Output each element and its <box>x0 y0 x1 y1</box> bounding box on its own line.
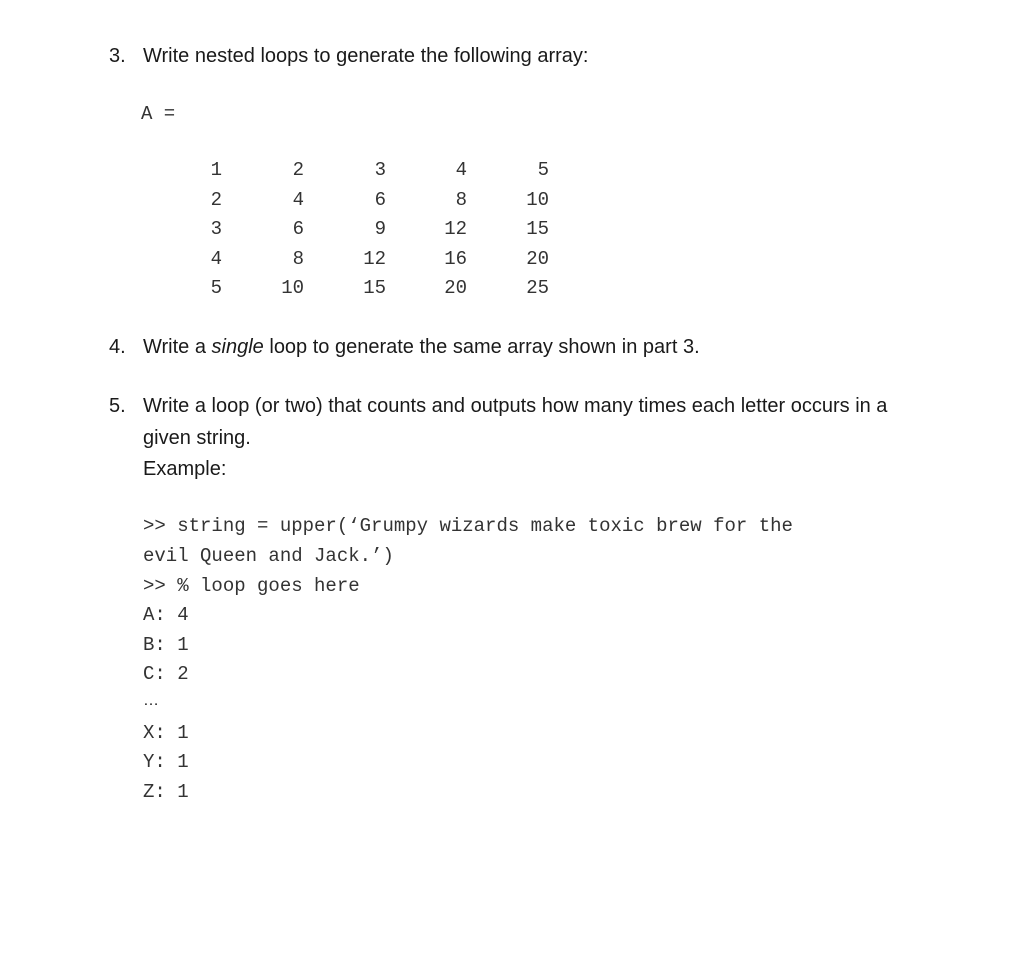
output-line-z: Z: 1 <box>143 781 189 803</box>
matrix-cell: 10 <box>281 277 304 299</box>
matrix-cell: 4 <box>210 248 222 270</box>
output-line-c: C: 2 <box>143 663 189 685</box>
question-4-text <box>143 336 700 359</box>
matrix-cell: 12 <box>363 248 386 270</box>
matrix-cell: 9 <box>374 218 386 240</box>
matrix-cell: 25 <box>526 277 549 299</box>
example-label: Example: <box>143 458 227 480</box>
matrix-cell: 2 <box>210 189 222 211</box>
matrix-cell: 6 <box>292 218 304 240</box>
matrix-cell: 2 <box>292 159 304 181</box>
question-5-number: 5. <box>109 395 126 417</box>
matrix-cell: 15 <box>526 218 549 240</box>
output-line-a: A: 4 <box>143 604 189 626</box>
matrix-variable-label: A = <box>141 103 176 125</box>
question-4-emphasis: single <box>211 336 264 358</box>
matrix-cell: 20 <box>444 277 467 299</box>
matrix-cell: 1 <box>210 159 222 181</box>
matrix-cell: 15 <box>363 277 386 299</box>
matrix-cell: 12 <box>444 218 467 240</box>
matrix-cell: 5 <box>210 277 222 299</box>
question-3-number: 3. <box>109 45 126 67</box>
code-line-2: evil Queen and Jack.’) <box>143 545 394 567</box>
matrix-cell: 8 <box>455 189 467 211</box>
matrix-cell: 4 <box>292 189 304 211</box>
matrix-output <box>0 0 1024 300</box>
output-line-b: B: 1 <box>143 634 189 656</box>
matrix-cell: 10 <box>526 189 549 211</box>
matrix-cell: 5 <box>537 159 549 181</box>
question-4-number: 4. <box>109 336 126 358</box>
matrix-cell: 3 <box>210 218 222 240</box>
question-4-text-before: Write a <box>143 336 212 358</box>
code-line-1: >> string = upper(‘Grumpy wizards make toxic brew for the <box>143 515 793 537</box>
matrix-cell: 4 <box>455 159 467 181</box>
matrix-cell: 3 <box>374 159 386 181</box>
question-3-text: Write nested loops to generate the following array: <box>143 45 589 67</box>
matrix-cell: 20 <box>526 248 549 270</box>
output-line-x: X: 1 <box>143 722 189 744</box>
question-5-text-line-1: Write a loop (or two) that counts and outputs how many times each letter occurs in a <box>143 395 888 417</box>
matrix-cell: 6 <box>374 189 386 211</box>
code-line-3: >> % loop goes here <box>143 575 360 597</box>
question-5-text-line-2: given string. <box>143 427 251 449</box>
matrix-cell: 16 <box>444 248 467 270</box>
question-4-text-after: loop to generate the same array shown in part 3. <box>263 336 700 358</box>
matrix-cell: 8 <box>292 248 304 270</box>
output-line-y: Y: 1 <box>143 751 189 773</box>
output-ellipsis: … <box>143 692 159 709</box>
